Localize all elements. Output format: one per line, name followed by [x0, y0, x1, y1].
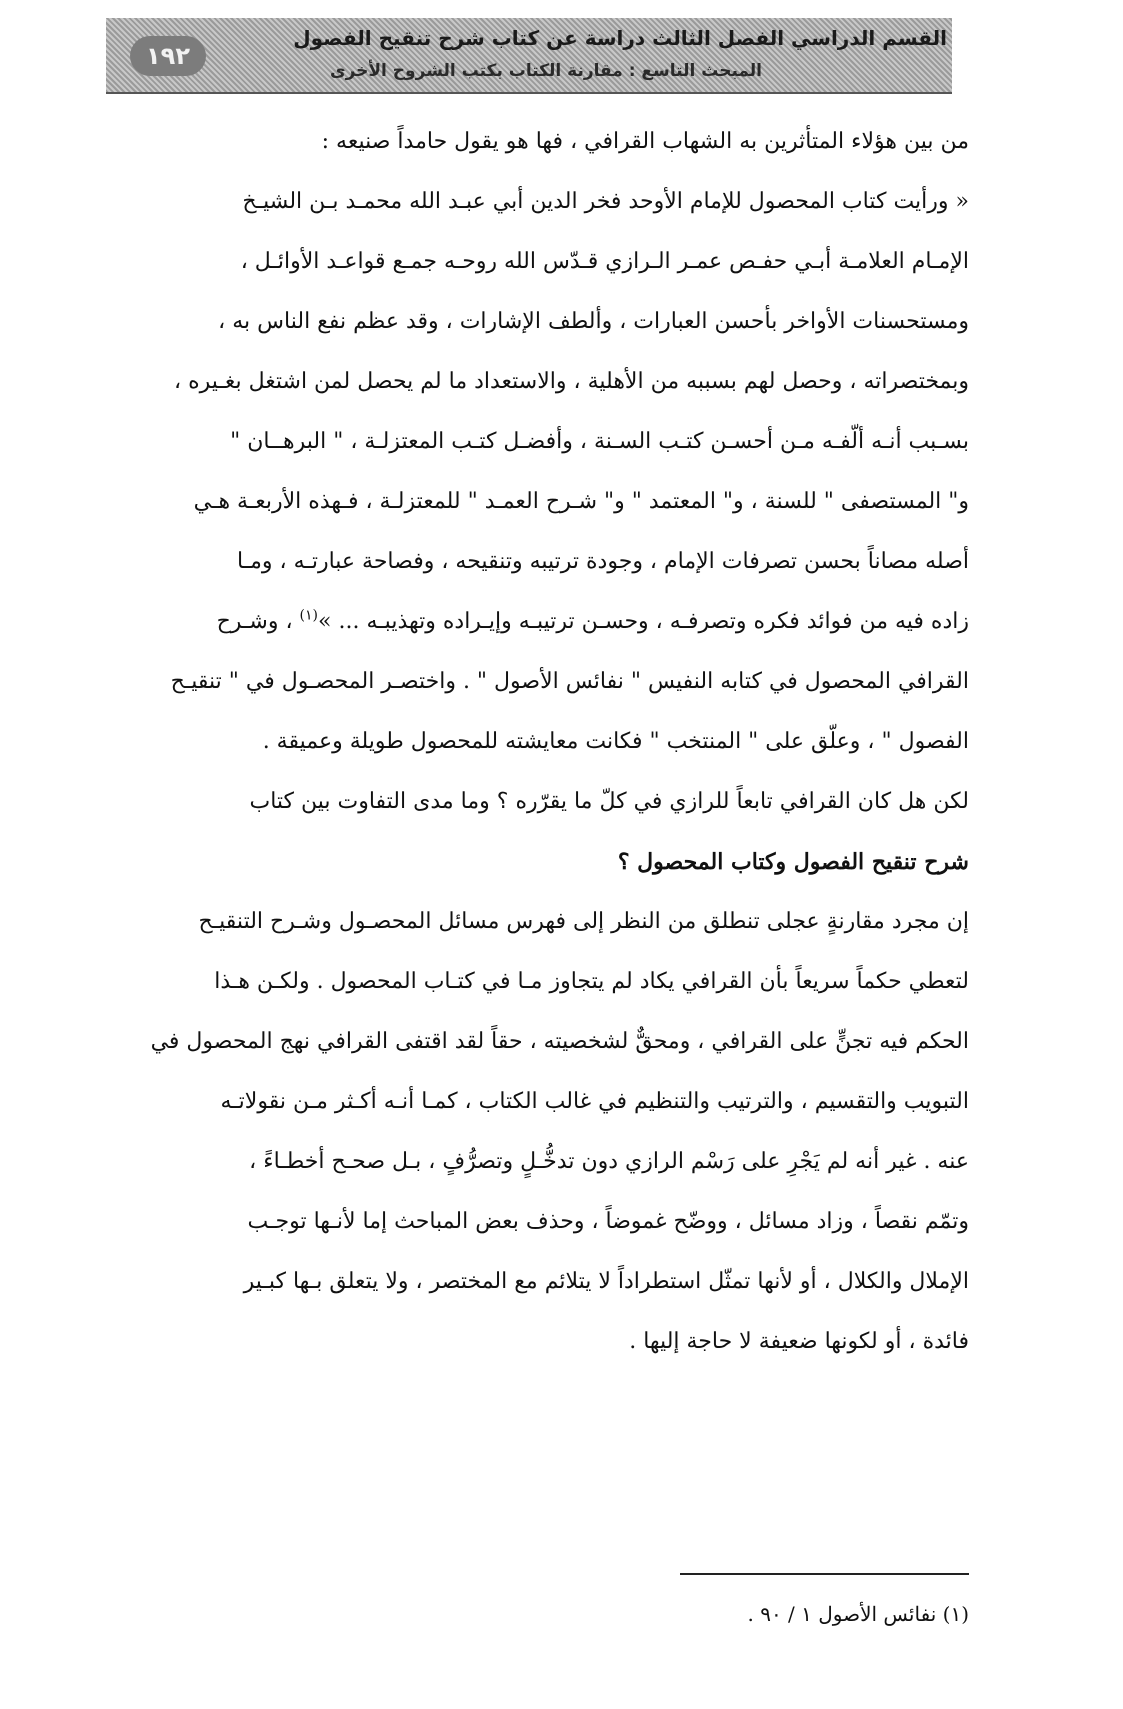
footnote: (١) نفائس الأصول ١ / ٩٠ .	[747, 1602, 969, 1626]
body-line: « ورأيت كتاب المحصول للإمام الأوحد فخر الدين أبي عبـد الله محمـد بـن الشيـخ	[242, 189, 969, 214]
body-line: من بين هؤلاء المتأثرين به الشهاب القرافي ، فها هو يقول حامداً صنيعه :	[321, 129, 969, 154]
body-line: وبمختصراته ، وحصل لهم بسببه من الأهلية ، والاستعداد ما لم يحصل لمن اشتغل بغـيره ،	[174, 369, 969, 394]
body-line: و" المستصفى " للسنة ، و" المعتمد " و" شـرح العمـد " للمعتزلـة ، فـهذه الأربعـة هـي	[193, 489, 969, 514]
running-header-part-title: القسم الدراسي الفصل الثالث دراسة عن كتاب شرح تنقيح الفصول	[293, 26, 947, 50]
body-line: القرافي المحصول في كتابه النفيس " نفائس الأصول " . واختصـر المحصـول في " تنقيـح	[170, 669, 969, 694]
body-line-tail: ، وشـرح	[216, 609, 300, 634]
body-line: الفصول " ، وعلّق على " المنتخب " فكانت معايشته للمحصول طويلة وعميقة .	[262, 729, 969, 754]
running-header-section-title: المبحث التاسع : مقارنة الكتاب بكتب الشروح الأخرى	[329, 61, 762, 81]
body-line: بسـبب أنـه ألّفـه مـن أحسـن كتـب السـنة ، وأفضـل كتـب المعتزلـة ، " البرهــان "	[230, 429, 969, 454]
body-line: لتعطي حكماً سريعاً بأن القرافي يكاد لم يتجاوز مـا في كتـاب المحصول . ولكـن هـذا	[214, 969, 969, 994]
footnote-separator	[680, 1573, 969, 1575]
body-line: وتمّم نقصاً ، وزاد مسائل ، ووضّح غموضاً ، وحذف بعض المباحث إما لأنـها توجـب	[247, 1209, 969, 1234]
body-line: إن مجرد مقارنةٍ عجلى تنطلق من النظر إلى فهرس مسائل المحصـول وشـرح التنقيـح	[198, 909, 969, 934]
body-line: الإملال والكلال ، أو لأنها تمثّل استطراداً لا يتلائم مع المختصر ، ولا يتعلق بـها كبـير	[243, 1269, 969, 1294]
body-line: أصله مصاناً بحسن تصرفات الإمام ، وجودة ترتيبه وتنقيحه ، وفصاحة عبارتـه ، ومـا	[236, 549, 969, 574]
body-line: الحكم فيه تجنٍّ على القرافي ، ومحقٌّ لشخصيته ، حقاً لقد اقتفى القرافي نهج المحصول في	[150, 1029, 969, 1054]
body-line: ومستحسنات الأواخر بأحسن العبارات ، وألطف الإشارات ، وقد عظم نفع الناس به ،	[218, 309, 969, 334]
page-body	[115, 112, 969, 1372]
body-line: التبويب والتقسيم ، والترتيب والتنظيم في غالب الكتاب ، كمـا أنـه أكـثر مـن نقولاتـه	[220, 1089, 969, 1114]
body-line: عنه . غير أنه لم يَجْرِ على رَسْم الرازي دون تدخُّـلٍ وتصرُّفٍ ، بـل صحـح أخطـاءً ،	[249, 1149, 969, 1174]
footnote-reference: (١)	[299, 607, 319, 624]
body-line-bold-title: شرح تنقيح الفصول وكتاب المحصول ؟	[617, 849, 969, 875]
body-line-text: زاده فيه من فوائد فكره وتصرفـه ، وحسـن ترتيبـه وإيـراده وتهذيبـه ... »	[318, 609, 969, 634]
body-line: فائدة ، أو لكونها ضعيفة لا حاجة إليها .	[629, 1329, 969, 1354]
body-line: الإمـام العلامـة أبـي حفـص عمـر الـرازي قـدّس الله روحـه جمـع قواعـد الأوائـل ،	[240, 249, 969, 274]
body-line-with-footnote-ref	[115, 592, 969, 652]
page-number: ١٩٢	[130, 36, 206, 76]
body-line: لكن هل كان القرافي تابعاً للرازي في كلّ ما يقرّره ؟ وما مدى التفاوت بين كتاب	[249, 789, 969, 814]
